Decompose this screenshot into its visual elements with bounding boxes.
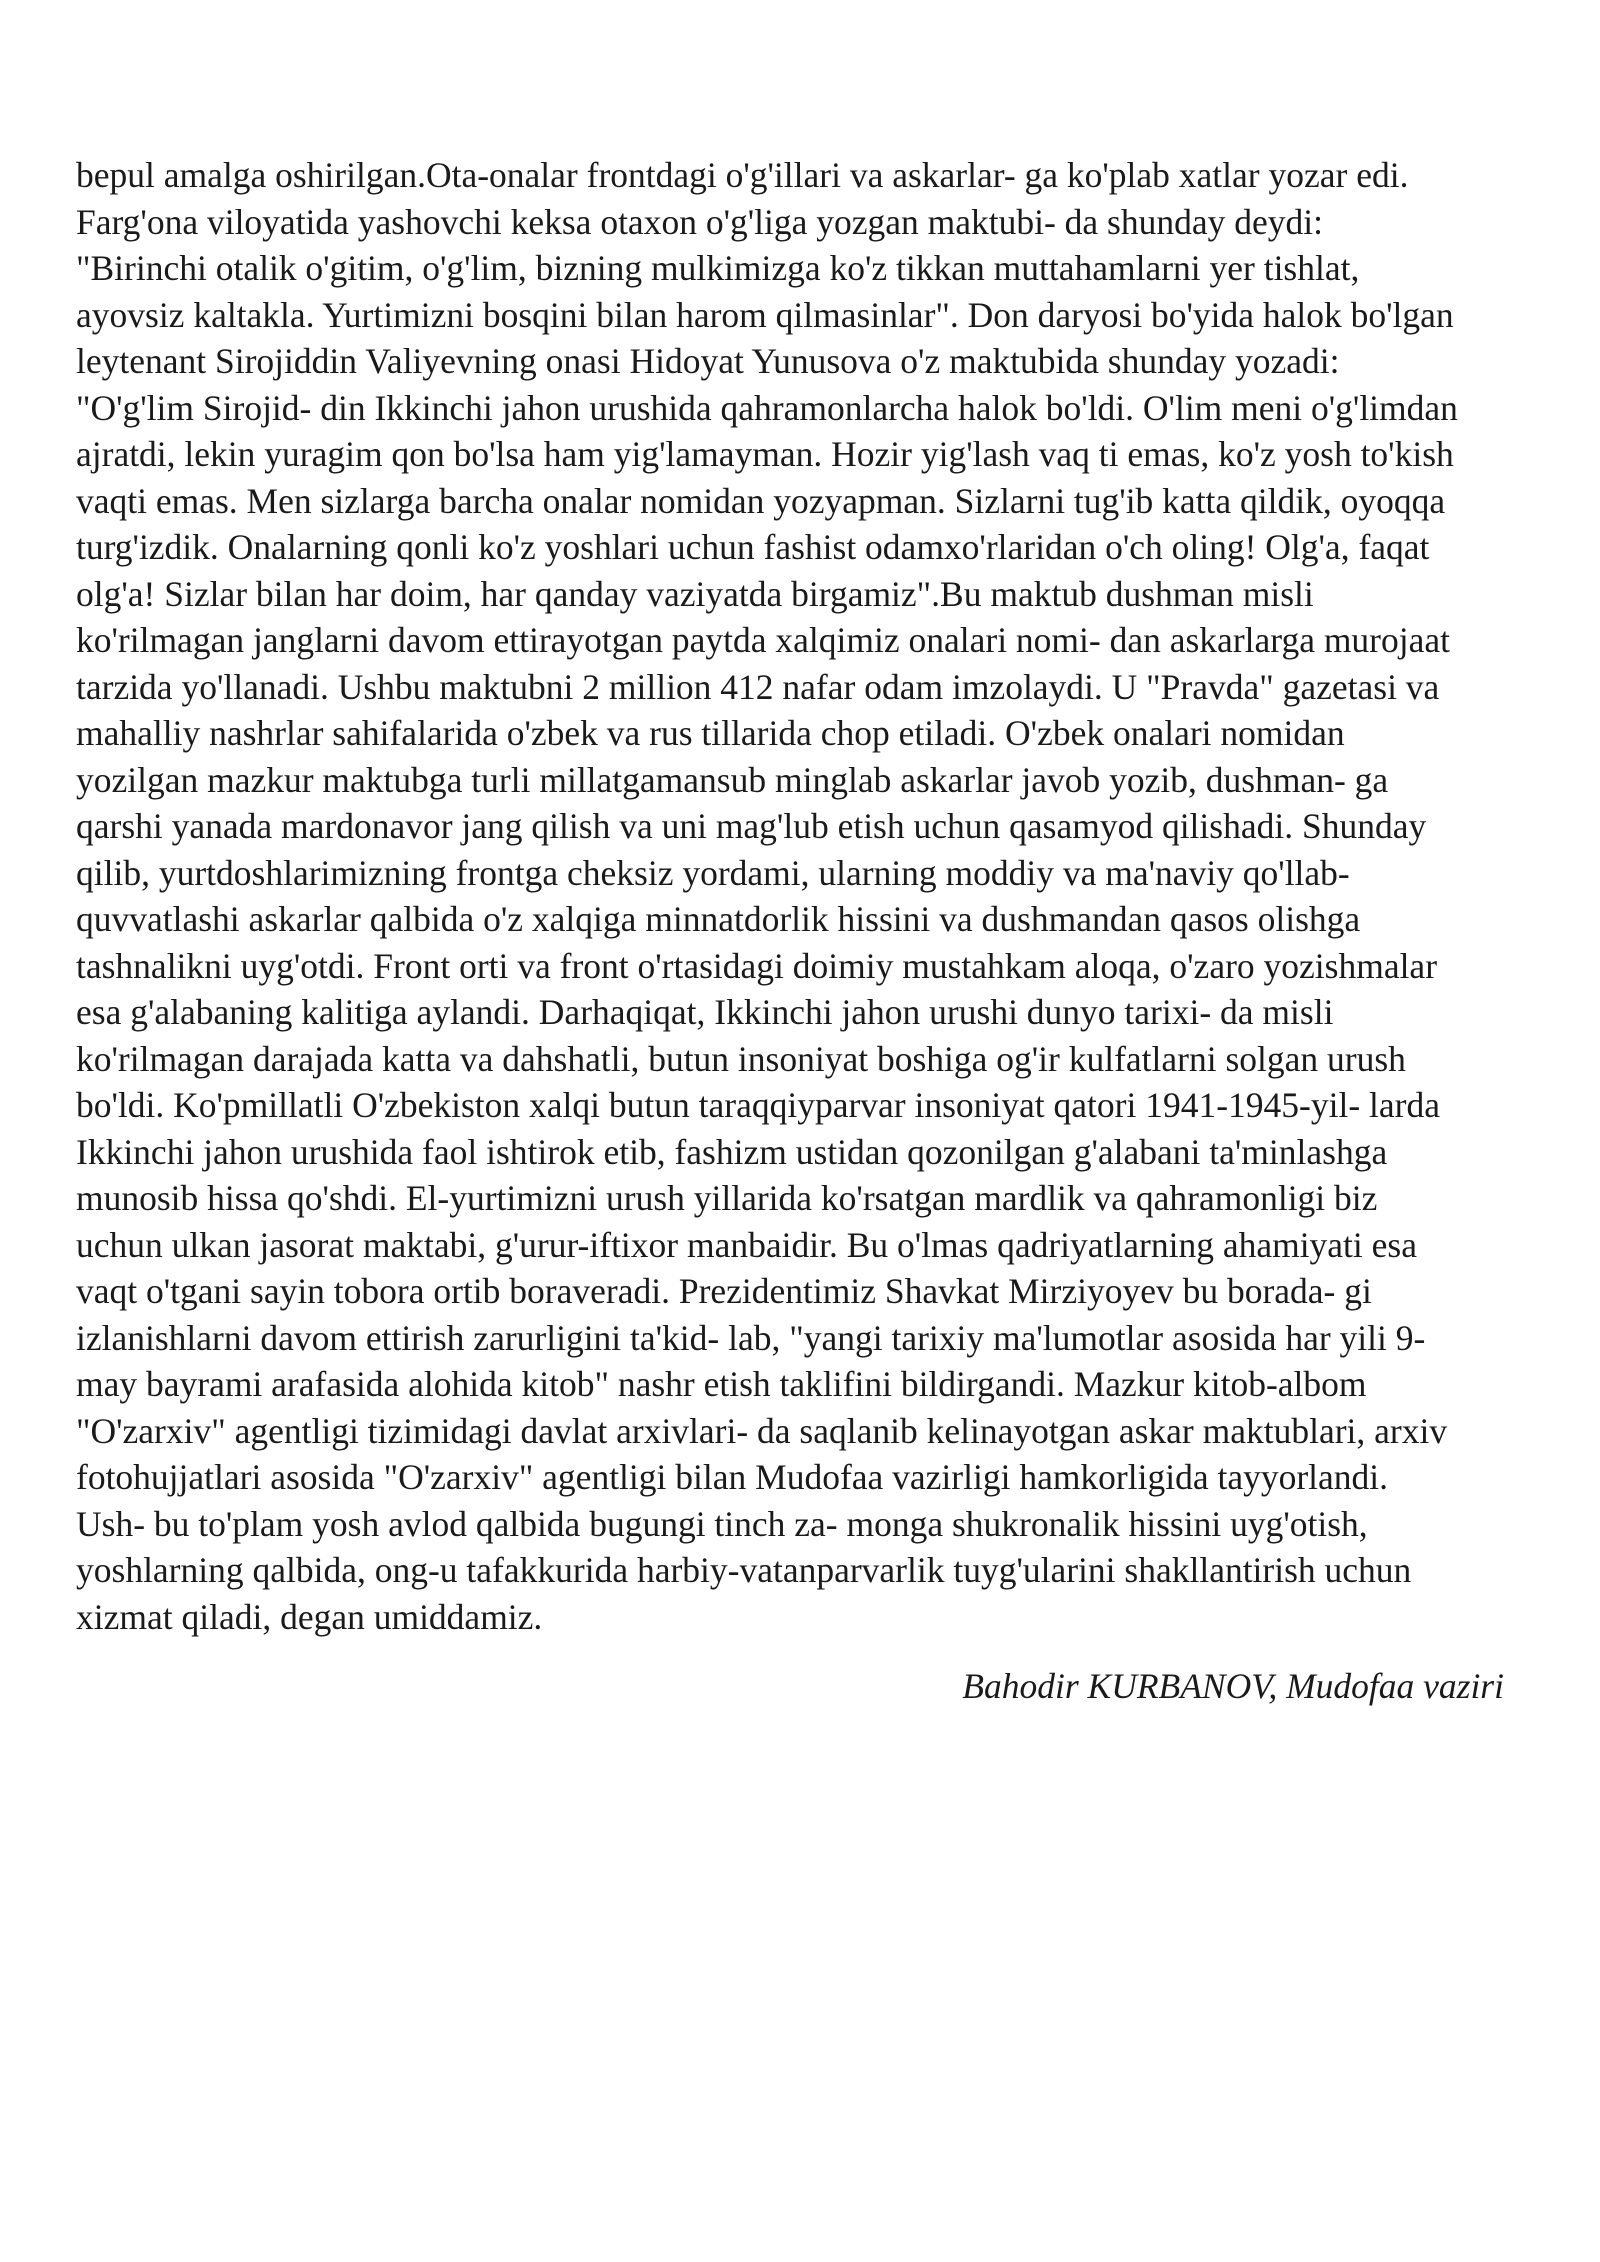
text-line: bepul amalga oshirilgan.Ota-onalar frontdagi o'g'illari va askarlar- ga ko'plab xatlar yozar edi.: [76, 155, 1409, 195]
text-line: tarzida yo'llanadi. Ushbu maktubni 2 million 412 nafar odam imzolaydi. U "Pravda" gazetasi va: [76, 666, 1440, 707]
text-line: izlanishlarni davom ettirish zarurligini ta'kid- lab, "yangi tarixiy ma'lumotlar asosida har yili 9-: [76, 1317, 1426, 1358]
text-line: Ush- bu to'plam yosh avlod qalbida bugungi tinch za- monga shukronalik hissini uyg'otish,: [76, 1503, 1368, 1544]
text-line: esa g'alabaning kalitiga aylandi. Darhaqiqat, Ikkinchi jahon urushi dunyo tarixi- da misli: [76, 992, 1334, 1032]
text-line: vaqt o'tgani sayin tobora ortib boraveradi. Prezidentimiz Shavkat Mirziyoyev bu borada- gi: [76, 1271, 1372, 1311]
text-line: yoshlarning qalbida, ong-u tafakkurida harbiy-vatanparvarlik tuyg'ularini shakllantirish uchun: [76, 1550, 1412, 1590]
text-line: munosib hissa qo'shdi. El-yurtimizni urush yillarida ko'rsatgan mardlik va qahramonligi biz: [76, 1178, 1378, 1218]
text-line: ko'rilmagan darajada katta va dahshatli, butun insoniyat boshiga og'ir kulfatlarni solgan urush: [76, 1038, 1406, 1079]
author-signature: Bahodir KURBANOV, Mudofaa vaziri: [962, 1666, 1504, 1706]
text-line: uchun ulkan jasorat maktabi, g'urur-iftixor manbaidir. Bu o'lmas qadriyatlarning ahamiyati esa: [76, 1224, 1417, 1265]
text-line: ko'rilmagan janglarni davom ettirayotgan paytda xalqimiz onalari nomi- dan askarlarga murojaat: [76, 620, 1450, 660]
text-line: fotohujjatlari asosida "O'zarxiv" agentligi bilan Mudofaa vazirligi hamkorligida tayyorlandi.: [76, 1457, 1389, 1497]
text-line: "O'g'lim Sirojid- din Ikkinchi jahon urushida qahramonlarcha halok bo'ldi. O'lim meni o'g'limdan: [76, 387, 1458, 428]
text-line: xizmat qiladi, degan umiddamiz.: [76, 1596, 543, 1637]
text-line: ayovsiz kaltakla. Yurtimizni bosqini bilan harom qilmasinlar". Don daryosi bo'yida halok bo'lgan: [76, 294, 1454, 335]
text-line: tashnalikni uyg'otdi. Front orti va front o'rtasidagi doimiy mustahkam aloqa, o'zaro yozishmalar: [76, 945, 1438, 986]
text-line: Farg'ona viloyatida yashovchi keksa otaxon o'g'liga yozgan maktubi- da shunday deydi:: [76, 201, 1323, 242]
text-line: bo'ldi. Ko'pmillatli O'zbekiston xalqi butun taraqqiyparvar insoniyat qatori 1941-1945-yil- larda: [76, 1085, 1440, 1125]
text-line: ajratdi, lekin yuragim qon bo'lsa ham yig'lamayman. Hozir yig'lash vaq ti emas, ko'z yosh to'kish: [76, 434, 1454, 474]
text-line: olg'a! Sizlar bilan har doim, har qanday vaziyatda birgamiz".Bu maktub dushman misli: [76, 573, 1314, 614]
text-line: may bayrami arafasida alohida kitob" nashr etish taklifini bildirgandi. Mazkur kitob-albom: [76, 1364, 1367, 1404]
text-line: mahalliy nashrlar sahifalarida o'zbek va rus tillarida chop etiladi. O'zbek onalari nomidan: [76, 713, 1345, 753]
text-line: "Birinchi otalik o'gitim, o'g'lim, bizning mulkimizga ko'z tikkan muttahamlarni yer tishlat,: [76, 248, 1360, 288]
text-line: "O'zarxiv" agentligi tizimidagi davlat arxivlari- da saqlanib kelinayotgan askar maktublari, arxiv: [76, 1410, 1448, 1451]
text-line: quvvatlashi askarlar qalbida o'z xalqiga minnatdorlik hissini va dushmandan qasos olishga: [76, 899, 1361, 939]
text-line: turg'izdik. Onalarning qonli ko'z yoshlari uchun fashist odamxo'rlaridan o'ch oling! Olg'a, faqat: [76, 527, 1430, 567]
text-line: leytenant Sirojiddin Valiyevning onasi Hidoyat Yunusova o'z maktubida shunday yozadi:: [76, 341, 1340, 381]
text-line: yozilgan mazkur maktubga turli millatgamansub minglab askarlar javob yozib, dushman- ga: [76, 759, 1389, 800]
text-line: Ikkinchi jahon urushida faol ishtirok etib, fashizm ustidan qozonilgan g'alabani ta'minlashga: [76, 1131, 1388, 1172]
text-line: vaqti emas. Men sizlarga barcha onalar nomidan yozyapman. Sizlarni tug'ib katta qildik, oyoqqa: [76, 480, 1446, 521]
text-line: qilib, yurtdoshlarimizning frontga cheksiz yordami, ularning moddiy va ma'naviy qo'llab-: [76, 852, 1350, 893]
text-line: qarshi yanada mardonavor jang qilish va uni mag'lub etish uchun qasamyod qilishadi. Shunday: [76, 806, 1427, 846]
body-paragraph: [76, 152, 1556, 1640]
